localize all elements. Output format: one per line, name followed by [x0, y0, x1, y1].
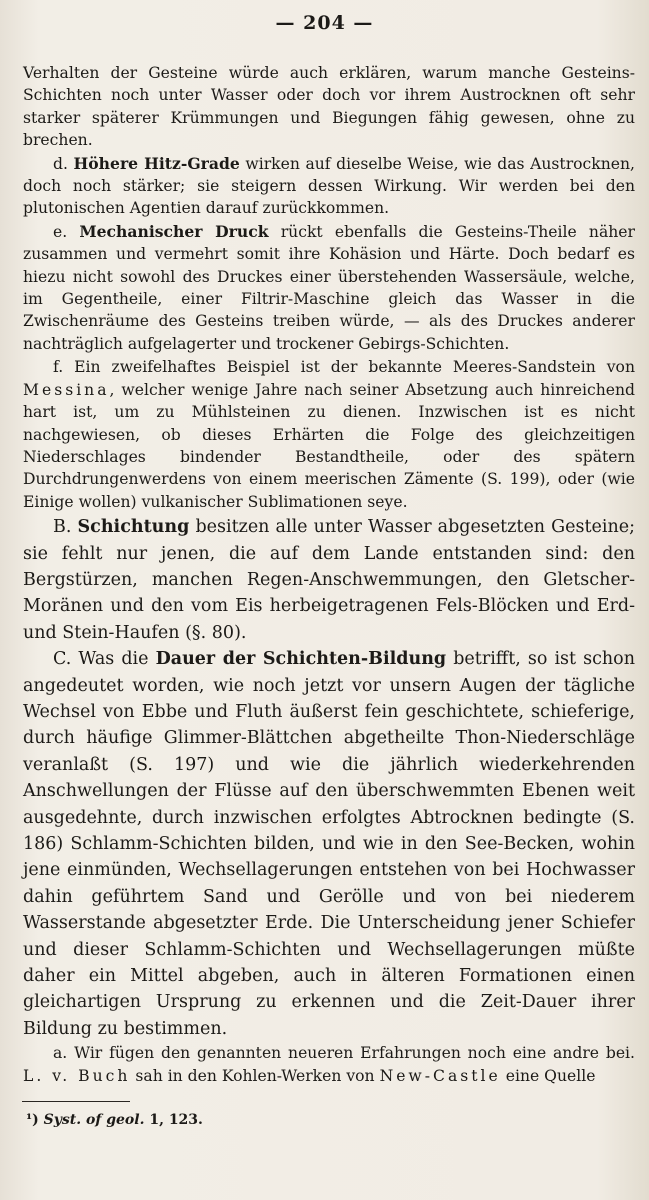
paragraph-f	[23, 356, 635, 513]
paragraph-a	[23, 1042, 635, 1087]
place-name: New-Castle	[379, 1066, 501, 1085]
paragraph-text: , welcher wenige Jahre nach seiner Absetzung auch hinreichend hart ist, um zu Mühlsteinen zu dienen. Inzwischen ist es nicht nachgewiesen, ob dieses Erhärten die Folge des gleichzeitigen Niederschlages bindender Bestandtheile, oder des spätern Durchdrungenwerdens von einem meerischen Zämente (S. 199), oder (wie Einige wollen) vulkanischer Sublimationen seye.	[23, 380, 635, 511]
footnote	[26, 1112, 203, 1128]
footnote-marker: ¹)	[26, 1112, 39, 1128]
paragraph-text: eine Quelle	[505, 1066, 596, 1085]
item-label: e.	[53, 222, 68, 241]
footnote-rule	[22, 1101, 130, 1102]
body-text	[23, 62, 635, 1088]
paragraph-text: a. Wir fügen den genannten neueren Erfahrungen noch eine andre bei.	[53, 1044, 635, 1063]
paragraph-text: Was die	[78, 649, 149, 670]
page-number: — 204 —	[275, 12, 374, 34]
footnote-ref: 1, 123.	[149, 1112, 203, 1128]
author-name: L. v. Buch	[23, 1066, 131, 1085]
section-label: B.	[53, 517, 72, 538]
bold-term: Höhere Hitz-Grade	[73, 153, 240, 173]
paragraph-text: wirken auf dieselbe Weise, wie das Austrocknen, doch noch stärker; sie steigern dessen Wirkung. Wir werden bei den plutonischen Agentien darauf zurückkommen.	[23, 154, 635, 218]
paragraph-e	[23, 221, 635, 355]
place-name: Messina	[23, 380, 110, 399]
bold-term: Mechanischer Druck	[79, 221, 269, 241]
section-term: Dauer der Schichten-Bildung	[155, 649, 447, 670]
footnote-title: Syst. of geol.	[43, 1112, 145, 1128]
section-term: Schichtung	[77, 517, 190, 538]
section-C	[23, 646, 635, 1042]
paragraph-d	[23, 153, 635, 220]
paragraph-text: f. Ein zweifelhaftes Beispiel ist der bekannte Meeres-Sandstein von	[53, 358, 635, 377]
section-label: C.	[53, 649, 72, 670]
paragraph-text: betrifft, so ist schon angedeutet worden, wie noch jetzt vor unsern Augen der tägliche Wechsel von Ebbe und Fluth äußerst fein geschichtete, schieferige, durch häufige Glimmer-Blättchen abgetheilte Thon-Niederschläge veranlaßt (S. 197) und wie die jährlich wiederkehrenden Anschwellungen der Flüsse auf den überschwemmten Ebenen weit ausgedehnte, durch inzwischen erfolgtes Abtrocknen bedingte (S. 186) Schlamm-Schichten bilden, und wie in den See-Becken, wohin jene einmünden, Wechsellagerungen entstehen von bei Hochwasser dahin geführtem Sand und Gerölle und von bei niederem Wasserstande abgesetzter Erde. Die Unterscheidung jener Schiefer und dieser Schlamm-Schichten und Wechsellagerungen müßte daher ein Mittel abgeben, auch in älteren Formationen einen gleichartigen Ursprung zu erkennen und die Zeit-Dauer ihrer Bildung zu bestimmen.	[23, 649, 635, 1039]
paragraph-text: Verhalten der Gesteine würde auch erklären, warum manche Gesteins-Schichten noch unter Wasser oder doch vor ihrem Austrocknen oft sehr starker späterer Krümmungen und Biegungen fähig gewesen, ohne zu brechen.	[23, 64, 635, 150]
section-B	[23, 514, 635, 646]
paragraph-text: sah in den Kohlen-Werken von	[135, 1066, 375, 1085]
paragraph-text: besitzen alle unter Wasser abgesetzten Gesteine; sie fehlt nur jenen, die auf dem Lande entstanden sind: den Bergstürzen, manchen Regen-Anschwemmungen, den Gletscher-Moränen und den vom Eis herbeigetragenen Fels-Blöcken und Erd- und Stein-Haufen (§. 80).	[23, 517, 635, 643]
item-label: d.	[53, 154, 68, 173]
paragraph-continuation	[23, 62, 635, 152]
paragraph-text: rückt ebenfalls die Gesteins-Theile näher zusammen und vermehrt somit ihre Kohäsion und Härte. Doch bedarf es hiezu nicht sowohl des Druckes einer überstehenden Wassersäule, welche, im Gegentheile, einer Filtrir-Maschine gleich das Wasser in die Zwischenräume des Gesteins treiben würde, — als des Druckes anderer nachträglich aufgelagerter und trockener Gebirgs-Schichten.	[23, 222, 635, 353]
